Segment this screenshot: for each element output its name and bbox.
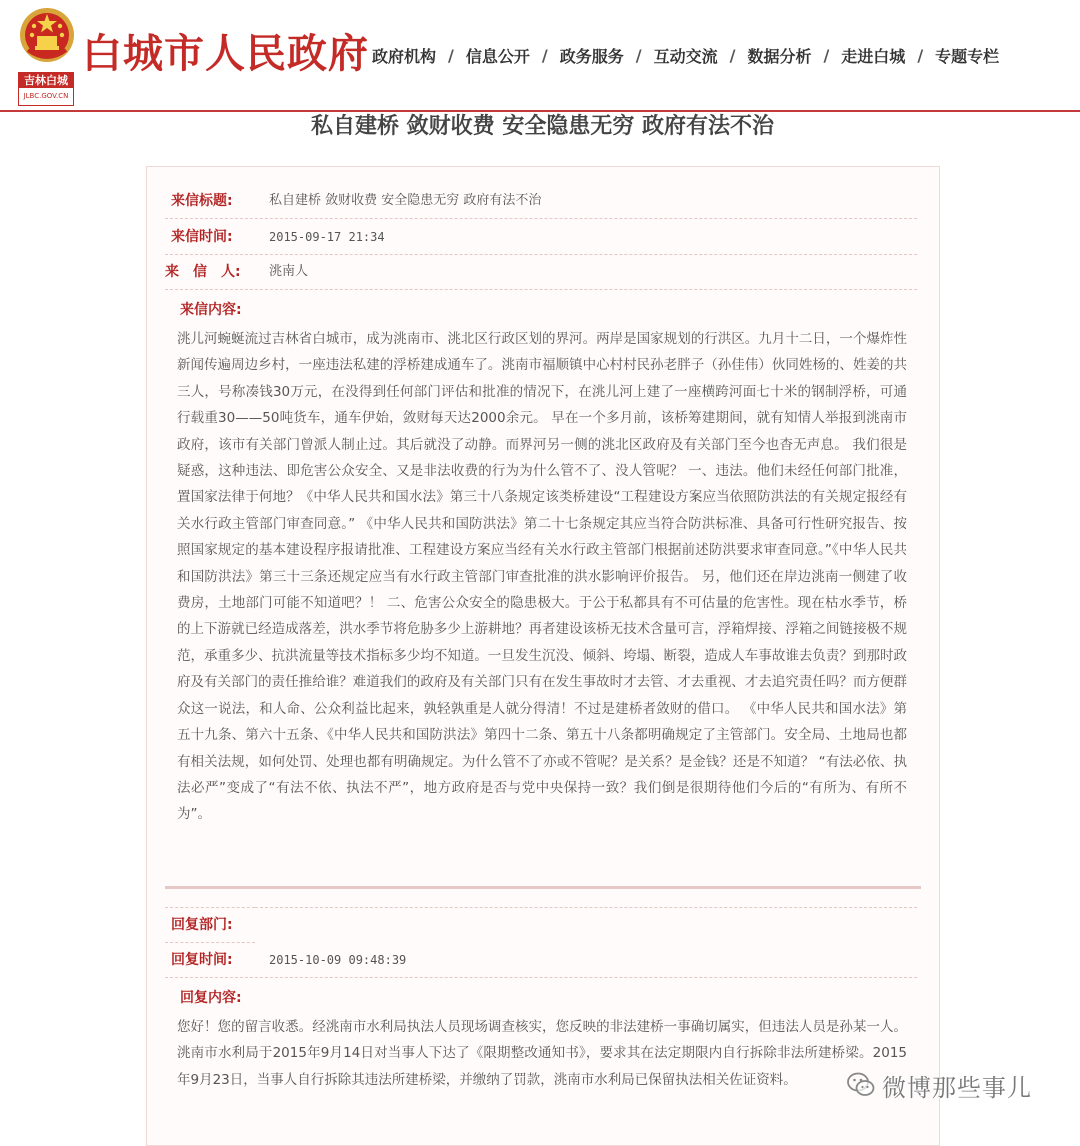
nav-separator: / <box>823 45 830 65</box>
nav-separator: / <box>917 45 924 65</box>
reply-time-row <box>165 943 917 978</box>
wechat-icon <box>846 1070 876 1100</box>
letter-time-label: 来信时间: <box>171 229 233 245</box>
reply-dept-row <box>165 907 255 943</box>
nav-item-interaction[interactable]: 互动交流 <box>653 46 718 66</box>
watermark-text: 微博那些事儿 <box>882 1073 1032 1102</box>
letter-author-label: 来 信 人: <box>165 264 241 280</box>
emblem-tag <box>18 72 74 106</box>
section-divider <box>165 886 921 889</box>
nav-separator: / <box>448 45 454 65</box>
nav-separator: / <box>635 45 642 65</box>
site-header <box>0 0 1080 112</box>
emblem-tag-domain: JLBC.GOV.CN <box>23 92 69 100</box>
nav-item-about-baicheng[interactable]: 走进白城 <box>841 46 906 66</box>
nav-item-government-services[interactable]: 政务服务 <box>559 46 624 66</box>
nav-item-information-disclosure[interactable]: 信息公开 <box>465 46 530 66</box>
letter-time-row <box>165 220 917 255</box>
letter-time-value: 2015-09-17 21:34 <box>269 230 385 244</box>
national-emblem-logo[interactable] <box>18 6 76 102</box>
reply-time-value: 2015-10-09 09:48:39 <box>269 953 407 967</box>
reply-dept-rule <box>255 907 917 908</box>
nav-separator: / <box>541 45 548 65</box>
site-title[interactable]: 白城市人民政府 <box>82 30 369 77</box>
reply-dept-label: 回复部门: <box>171 917 233 933</box>
letter-author-row <box>165 255 917 290</box>
letter-content-label: 来信内容: <box>180 302 242 318</box>
reply-content-label: 回复内容: <box>180 990 242 1006</box>
nav-item-special-topics[interactable]: 专题专栏 <box>935 46 1000 66</box>
main-nav <box>372 42 999 68</box>
letter-content: 洮儿河蜿蜒流过吉林省白城市，成为洮南市、洮北区行政区划的界河。两岸是国家规划的行洪区。九月十二日，一个爆炸性新闻传遍周边乡村，一座违法私建的浮桥建成通车了。洮南市福顺镇中心村村民孙老胖子（孙佳伟）伙同姓杨的、姓姜的共三人，号称凑钱30万元，在没得到任何部门评估和批准的情况下，在洮儿河上建了一座横跨河面七十米的钢制浮桥，可通行载重30——50吨货车，通车伊始，敛财每天达2000余元。 早在一个多月前，该桥筹建期间，就有知情人举报到洮南市政府，该市有关部门曾派人制止过。其后就没了动静。而界河另一侧的洮北区政府及有关部门至今也杳无声息。 我们很是疑惑，这种违法、即危害公众安全、又是非法收费的行为为什么管不了、没人管呢？ 一、违法。他们未经任何部门批准，置国家法律于何地？《中华人民共和国水法》第三十八条规定该类桥建设“工程建设方案应当依照防洪法的有关规定报经有关水行政主管部门审查同意。” 《中华人民共和国防洪法》第二十七条规定其应当符合防洪标准、具备可行性研究报告、按照国家规定的基本建设程序报请批准、工程建设方案应当经有关水行政主管部门根据前述防洪要求审查同意。”《中华人民共和国防洪法》第三十三条还规定应当有水行政主管部门审查批准的洪水影响评价报告。 另，他们还在岸边洮南一侧建了收费房，土地部门可能不知道吧？！ 二、危害公众安全的隐患极大。于公于私都具有不可估量的危害性。现在枯水季节，桥的上下游就已经造成落差，洪水季节将危胁多少上游耕地？再者建设该桥无技术含量可言，浮箱焊接、浮箱之间链接极不规范，承重多少、抗洪流量等技术指标多少均不知道。一旦发生沉没、倾斜、垮塌、断裂，造成人车事故谁去负责？到那时政府及有关部门的责任推给谁？难道我们的政府及有关部门只有在发生事故时才去管、才去重视、才去追究责任吗？而方便群众这一说法，和人命、公众利益比起来，孰轻孰重是人就分得清！不过是建桥者敛财的借口。 《中华人民共和国水法》第五十九条、第六十五条、《中华人民共和国防洪法》第四十二条、第五十八条都明确规定了主管部门。安全局、土地局也都有相关法规，如何处罚、处理也都有明确规定。为什么管不了亦或不管呢？是关系？是金钱？还是不知道？ “有法必依、执法必严”变成了“有法不依、执法不严”，地方政府是否与党中央保持一致？我们倒是很期待他们今后的“有所为、有所不为”。 <box>177 331 907 823</box>
letter-title-value: 私自建桥 敛财收费 安全隐患无穷 政府有法不治 <box>269 193 542 208</box>
letter-title-label: 来信标题: <box>171 193 233 209</box>
letter-title-row <box>165 184 917 219</box>
nav-separator: / <box>729 45 736 65</box>
nav-item-data-analysis[interactable]: 数据分析 <box>747 46 812 66</box>
emblem-icon <box>18 6 76 64</box>
watermark <box>846 1068 1032 1102</box>
letter-author-value: 洮南人 <box>269 264 309 279</box>
nav-item-government-agencies[interactable]: 政府机构 <box>372 46 437 66</box>
page-title: 私自建桥 敛财收费 安全隐患无穷 政府有法不治 <box>311 114 774 139</box>
reply-content: 您好！您的留言收悉。经洮南市水利局执法人员现场调查核实，您反映的非法建桥一事确切属实，但违法人员是孙某一人。洮南市水利局于2015年9月14日对当事人下达了《限期整改通知书》，要求其在法定期限内自行拆除非法所建桥梁。2015年9月23日，当事人自行拆除其违法所建桥梁，并缴纳了罚款，洮南市水利局已保留执法相关佐证资料。 <box>177 1019 907 1088</box>
emblem-tag-text: 吉林白城 <box>19 73 73 88</box>
reply-time-label: 回复时间: <box>171 952 233 968</box>
